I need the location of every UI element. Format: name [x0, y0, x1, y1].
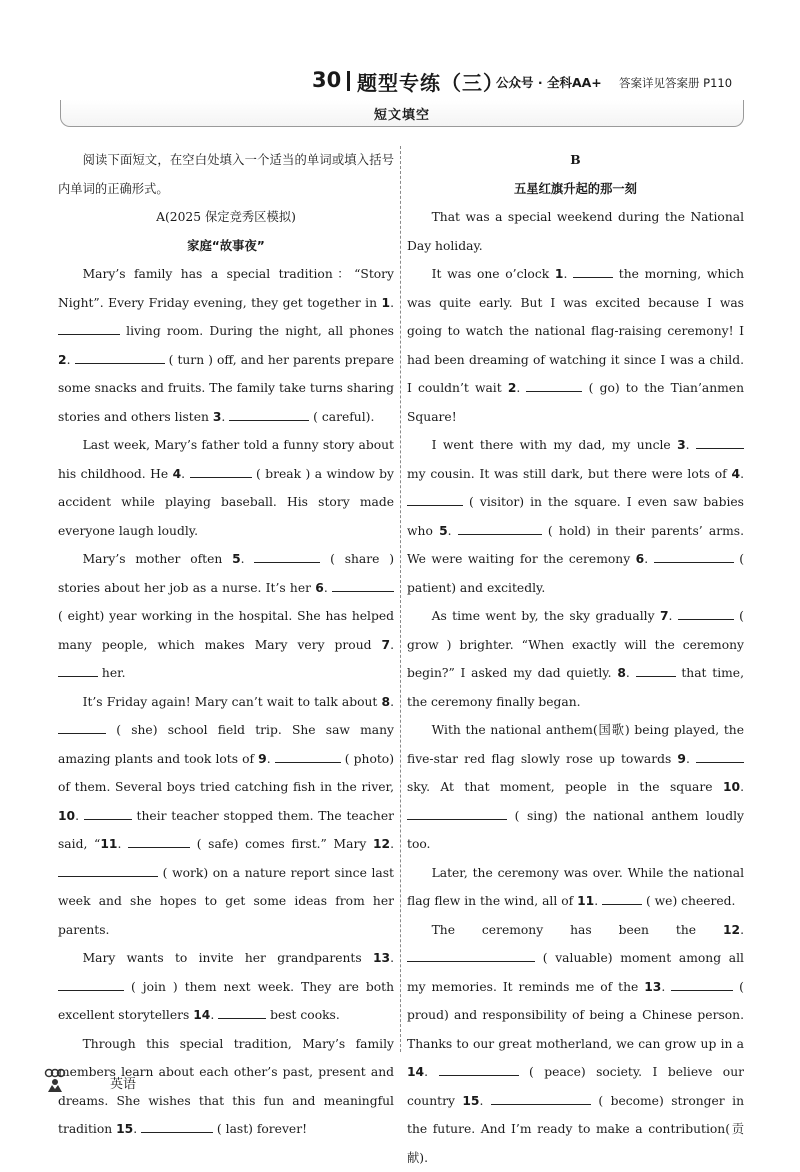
answer-blank[interactable] — [491, 1090, 591, 1105]
answer-blank[interactable] — [332, 577, 394, 592]
passage-b-label: B — [407, 146, 744, 175]
blank-number: 3 — [677, 438, 686, 452]
blank-number: 4 — [173, 467, 182, 481]
answer-reference: 答案详见答案册 P110 — [619, 75, 732, 91]
answer-blank[interactable] — [275, 748, 341, 763]
blank-number: 15 — [462, 1094, 479, 1108]
page-number: 30 — [312, 68, 341, 92]
left-column — [58, 146, 394, 1144]
answer-blank[interactable] — [58, 862, 158, 877]
answer-blank[interactable] — [218, 1004, 266, 1019]
answer-blank[interactable] — [671, 976, 733, 991]
blank-number: 5 — [232, 552, 241, 566]
topic-banner — [60, 100, 744, 127]
answer-blank[interactable] — [229, 406, 309, 421]
answer-blank[interactable] — [602, 890, 642, 905]
answer-blank[interactable] — [407, 947, 535, 962]
column-divider — [400, 146, 401, 1052]
blank-number: 5 — [439, 524, 448, 538]
blank-number: 4 — [732, 467, 741, 481]
answer-blank[interactable] — [678, 605, 734, 620]
blank-number: 10 — [58, 809, 75, 823]
brand-logo-icon — [44, 1068, 66, 1094]
answer-blank[interactable] — [407, 491, 463, 506]
passage-b-paragraph: That was a special weekend during the National Day holiday. — [407, 203, 744, 260]
blank-number: 7 — [660, 609, 669, 623]
passage-a-title: 家庭“故事夜” — [58, 232, 394, 261]
blank-number: 8 — [382, 695, 391, 709]
blank-number: 1 — [555, 267, 564, 281]
right-column — [407, 146, 744, 1172]
answer-blank[interactable] — [458, 520, 542, 535]
topic-title: 短文填空 — [61, 104, 743, 123]
answer-blank[interactable] — [190, 463, 252, 478]
passage-b-paragraph: With the national anthem(国歌) being played, the five-star red flag slowly rose up towards 9. sky. At that moment, people in the square 10. ( sing) the national anthem loudly too. — [407, 716, 744, 859]
answer-blank[interactable] — [128, 833, 190, 848]
answer-blank[interactable] — [573, 263, 613, 278]
header-divider — [347, 71, 350, 91]
passage-a-paragraph: Mary’s mother often 5. ( share ) stories about her job as a nurse. It’s her 6. ( eight) year working in the hospital. She has helped many people, which makes Mary very proud 7. her. — [58, 545, 394, 688]
blank-number: 8 — [617, 666, 626, 680]
passage-a-paragraph: Mary’s family has a special tradition：“Story Night”. Every Friday evening, they get together in 1. living room. During the night, all phones 2. ( turn ) off, and her parents prepare some snacks and fruits. The family take turns sharing stories and others listen 3. ( careful). — [58, 260, 394, 431]
blank-number: 9 — [258, 752, 267, 766]
passage-b-paragraph: I went there with my dad, my uncle 3. my cousin. It was still dark, but there were lots of 4. ( visitor) in the square. I even saw babies who 5. ( hold) in their parents’ arms. We were waiting for the ceremony 6. ( patient) and excitedly. — [407, 431, 744, 602]
passage-a-paragraph: Last week, Mary’s father told a funny story about his childhood. He 4. ( break ) a window by accident while playing baseball. His story made everyone laugh loudly. — [58, 431, 394, 545]
section-title: 题型专练（三） — [357, 67, 504, 96]
answer-blank[interactable] — [654, 548, 734, 563]
blank-number: 9 — [677, 752, 686, 766]
blank-number: 14 — [193, 1008, 210, 1022]
page-footer — [44, 1068, 244, 1098]
publisher-label: 公众号 · 全科AA+ — [496, 73, 602, 91]
page-header — [0, 60, 800, 100]
passage-a-paragraph: Mary wants to invite her grandparents 13. ( join ) them next week. They are both excellent storytellers 14. best cooks. — [58, 944, 394, 1030]
blank-number: 6 — [636, 552, 645, 566]
passage-b-paragraph: It was one o’clock 1. the morning, which was quite early. But I was excited because I was going to watch the national flag-raising ceremony! I had been dreaming of watching it since I was a child. I couldn’t wait 2. ( go) to the Tian’anmen Square! — [407, 260, 744, 431]
blank-number: 11 — [100, 837, 117, 851]
answer-blank[interactable] — [84, 805, 132, 820]
passage-b-paragraph: As time went by, the sky gradually 7. ( grow ) brighter. “When exactly will the ceremony begin?” I asked my dad quietly. 8. that time, the ceremony finally began. — [407, 602, 744, 716]
blank-number: 10 — [723, 780, 740, 794]
answer-blank[interactable] — [58, 320, 120, 335]
blank-number: 3 — [213, 410, 222, 424]
answer-blank[interactable] — [696, 434, 744, 449]
answer-blank[interactable] — [58, 719, 106, 734]
passage-b-paragraph: The ceremony has been the 12. ( valuable) moment among all my memories. It reminds me of the 13. ( proud) and responsibility of being a Chinese person. Thanks to our great motherland, we can grow up in a 14. ( peace) society. I believe our country 15. ( become) stronger in the future. And I’m ready to make a contribution(贡献). — [407, 916, 744, 1172]
blank-number: 7 — [382, 638, 391, 652]
answer-blank[interactable] — [75, 349, 165, 364]
answer-blank[interactable] — [439, 1061, 519, 1076]
blank-number: 11 — [577, 894, 594, 908]
answer-blank[interactable] — [141, 1118, 213, 1133]
answer-blank[interactable] — [58, 976, 124, 991]
instruction: 阅读下面短文，在空白处填入一个适当的单词或填入括号内单词的正确形式。 — [58, 146, 394, 203]
subject-label: 英语 — [110, 1073, 136, 1092]
blank-number: 2 — [58, 353, 67, 367]
blank-number: 6 — [315, 581, 324, 595]
answer-blank[interactable] — [696, 748, 744, 763]
blank-number: 15 — [116, 1122, 133, 1136]
passage-b-title: 五星红旗升起的那一刻 — [407, 175, 744, 204]
answer-blank[interactable] — [58, 662, 98, 677]
answer-blank[interactable] — [407, 805, 507, 820]
blank-number: 12 — [723, 923, 740, 937]
passage-b-paragraph: Later, the ceremony was over. While the national flag flew in the wind, all of 11. ( we) cheered. — [407, 859, 744, 916]
passage-a-label: A(2025 保定竞秀区模拟) — [58, 203, 394, 232]
passage-a-paragraph: It’s Friday again! Mary can’t wait to talk about 8. ( she) school field trip. She saw many amazing plants and took lots of 9. ( photo) of them. Several boys tried catching fish in the river, 10. their teacher stopped them. The teacher said, “11. ( safe) comes first.” Mary 12. ( work) on a nature report since last week and she hopes to get some ideas from her parents. — [58, 688, 394, 945]
answer-blank[interactable] — [254, 548, 320, 563]
blank-number: 12 — [373, 837, 390, 851]
blank-number: 1 — [382, 296, 391, 310]
blank-number: 2 — [508, 381, 517, 395]
answer-blank[interactable] — [526, 377, 582, 392]
blank-number: 14 — [407, 1065, 424, 1079]
passage-a-paragraph: Through this special tradition, Mary’s family members learn about each other’s past, present and dreams. She wishes that this fun and meaningful tradition 15. ( last) forever! — [58, 1030, 394, 1144]
answer-blank[interactable] — [636, 662, 676, 677]
blank-number: 13 — [644, 980, 661, 994]
blank-number: 13 — [373, 951, 390, 965]
